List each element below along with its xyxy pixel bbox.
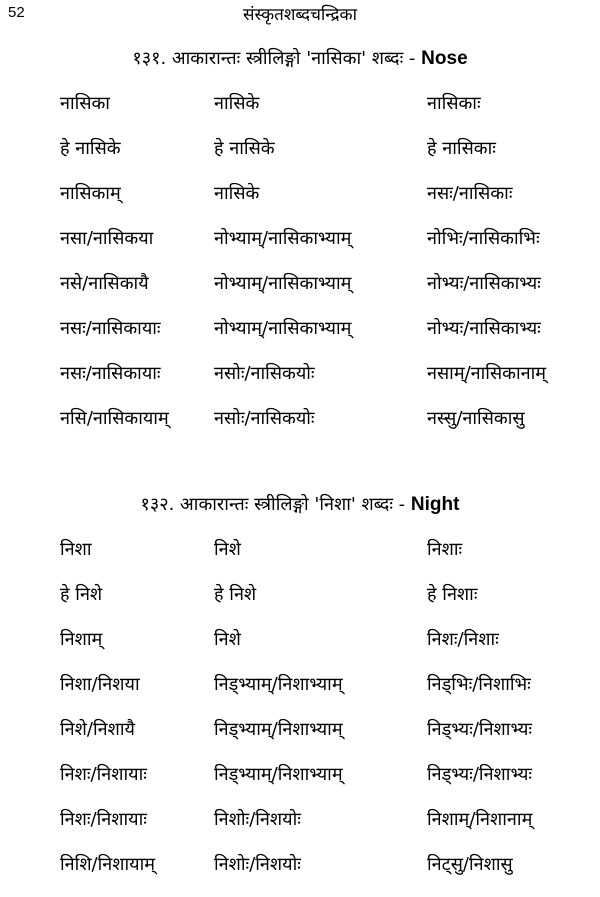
table-row [60, 316, 600, 361]
plural-form: निड्भ्यः/निशाभ्यः [427, 719, 533, 740]
running-title: संस्कृतशब्दचन्द्रिका [242, 5, 358, 25]
plural-form: निड्भ्यः/निशाभ्यः [427, 764, 533, 785]
singular-form: नसि/नासिकायाम् [60, 408, 169, 429]
singular-form: नसः/नासिकायाः [60, 363, 161, 384]
singular-form: निशः/निशायाः [60, 809, 147, 830]
declension-table-night [60, 537, 600, 897]
table-row [60, 672, 600, 717]
section-title-sanskrit: १३१. आकारान्तः स्त्रीलिङ्गो 'नासिका' शब्दः - [132, 48, 416, 69]
singular-form: निशा/निशया [60, 674, 140, 695]
singular-form: नासिका [60, 93, 110, 114]
singular-form: निशः/निशायाः [60, 764, 147, 785]
dual-form: नोभ्याम्/नासिकाभ्याम् [214, 228, 352, 249]
plural-form: निशाः [427, 539, 463, 560]
plural-form: नसाम्/नासिकानाम् [427, 363, 547, 384]
table-row [60, 406, 600, 451]
dual-form: नोभ्याम्/नासिकाभ्याम् [214, 273, 352, 294]
table-row [60, 361, 600, 406]
singular-form: निशि/निशायाम् [60, 854, 156, 875]
table-row [60, 226, 600, 271]
dual-form: निड्भ्याम्/निशाभ्याम् [214, 719, 343, 740]
plural-form: नसः/नासिकाः [427, 183, 513, 204]
table-row [60, 181, 600, 226]
table-row [60, 627, 600, 672]
dual-form: नासिके [214, 183, 260, 204]
dual-form: नोभ्याम्/नासिकाभ्याम् [214, 318, 352, 339]
plural-form: निशाम्/निशानाम् [427, 809, 533, 830]
section-title-night [0, 492, 600, 516]
plural-form: निट्सु/निशासु [427, 854, 513, 875]
plural-form: निशः/निशाः [427, 629, 499, 650]
dual-form: निशे [214, 539, 241, 560]
singular-form: नसे/नासिकायै [60, 273, 149, 294]
section-title-english: Night [410, 494, 460, 515]
dual-form: हे नासिके [214, 138, 275, 159]
dual-form: निड्भ्याम्/निशाभ्याम् [214, 674, 343, 695]
plural-form: नोभ्यः/नासिकाभ्यः [427, 318, 541, 339]
singular-form: नासिकाम् [60, 183, 121, 204]
page-number: 52 [8, 4, 25, 21]
singular-form: निशाम् [60, 629, 103, 650]
dual-form: नासिके [214, 93, 260, 114]
table-row [60, 762, 600, 807]
singular-form: निशे/निशायै [60, 719, 135, 740]
plural-form: हे निशाः [427, 584, 478, 605]
dual-form: हे निशे [214, 584, 257, 605]
dual-form: नसोः/नासिकयोः [214, 363, 315, 384]
table-row [60, 717, 600, 762]
plural-form: नस्सु/नासिकासु [427, 408, 525, 429]
singular-form: नसः/नासिकायाः [60, 318, 161, 339]
plural-form: हे नासिकाः [427, 138, 496, 159]
dual-form: नसोः/नासिकयोः [214, 408, 315, 429]
section-title-english: Nose [421, 48, 468, 69]
plural-form: नोभ्यः/नासिकाभ्यः [427, 273, 541, 294]
plural-form: नासिकाः [427, 93, 481, 114]
plural-form: नोभिः/नासिकाभिः [427, 228, 540, 249]
declension-table-nose [60, 91, 600, 451]
singular-form: हे नासिके [60, 138, 121, 159]
section-title-sanskrit: १३२. आकारान्तः स्त्रीलिङ्गो 'निशा' शब्दः - [140, 494, 406, 515]
plural-form: निड्भिः/निशाभिः [427, 674, 531, 695]
section-title-nose [0, 46, 600, 70]
singular-form: हे निशे [60, 584, 103, 605]
table-row [60, 582, 600, 627]
singular-form: निशा [60, 539, 92, 560]
table-row [60, 537, 600, 582]
dual-form: निड्भ्याम्/निशाभ्याम् [214, 764, 343, 785]
table-row [60, 852, 600, 897]
dual-form: निशोः/निशयोः [214, 809, 301, 830]
dual-form: निशे [214, 629, 241, 650]
table-row [60, 807, 600, 852]
table-row [60, 136, 600, 181]
table-row [60, 91, 600, 136]
table-row [60, 271, 600, 316]
dual-form: निशोः/निशयोः [214, 854, 301, 875]
singular-form: नसा/नासिकया [60, 228, 154, 249]
